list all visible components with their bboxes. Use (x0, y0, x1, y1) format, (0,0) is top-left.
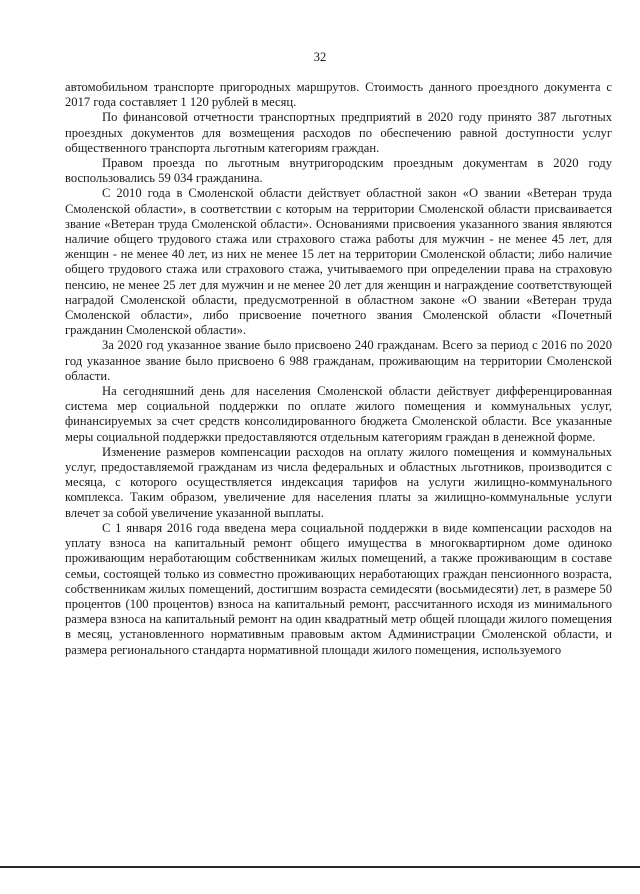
paragraph-financial-reporting: По финансовой отчетности транспортных предприятий в 2020 году принято 387 льготных проездных документов для возмещения расходов по обеспечению равной доступности услуг общественного транспорта льготным категориям граждан. (65, 110, 612, 155)
paragraph-continuation-transport: автомобильном транспорте пригородных маршрутов. Стоимость данного проездного документа с 2017 года составляет 1 120 рублей в месяц. (65, 80, 612, 110)
page-number: 32 (313, 50, 327, 64)
document-body (65, 80, 612, 658)
paragraph-compensation-changes: Изменение размеров компенсации расходов на оплату жилого помещения и коммунальных услуг, предоставляемой гражданам из числа федеральных и областных льготников, производится с месяца, с которого осуществляется индексация тарифов на услуги жилищно-коммунального комплекса. Таким образом, увеличение для населения платы за жилищно-коммунальные услуги влечет за собой увеличение указанной выплаты. (65, 444, 612, 520)
paragraph-veteran-statistics: За 2020 год указанное звание было присвоено 240 гражданам. Всего за период с 2016 по 2020 год указанное звание было присвоено 6 988 гражданам, проживающим на территории Смоленской области. (65, 338, 612, 383)
paragraph-capital-repair-compensation: С 1 января 2016 года введена мера социальной поддержки в виде компенсации расходов на уплату взноса на капитальный ремонт общего имущества в многоквартирном доме одиноко проживающим неработающим собственникам жилых помещений, а также проживающим в составе семьи, состоящей только из совместно проживающих неработающих граждан пенсионного возраста, собственникам жилых помещений, достигшим возраста семидесяти (восьмидесяти) лет, в размере 50 процентов (100 процентов) взноса на капитальный ремонт, рассчитанного исходя из минимального размера взноса на капитальный ремонт на один квадратный метр общей площади жилого помещения в месяц, установленного нормативным правовым актом Администрации Смоленской области, и размера регионального стандарта нормативной площади жилого помещения, используемого (65, 520, 612, 657)
paragraph-housing-support-system: На сегодняшний день для населения Смоленской области действует дифференцированная система мер социальной поддержки по оплате жилого помещения и коммунальных услуг, финансируемых за счет средств консолидированного бюджета Смоленской области. Все указанные меры социальной поддержки предоставляются отдельным категориям граждан в денежной форме. (65, 384, 612, 444)
bottom-border-line (0, 866, 640, 868)
paragraph-veteran-law: С 2010 года в Смоленской области действует областной закон «О звании «Ветеран труда Смоленской области», в соответствии с которым на территории Смоленской области присваивается звание «Ветеран труда Смоленской области». Основаниями присвоения указанного звания являются наличие общего трудового стажа или страхового стажа работы для мужчин - не менее 45 лет, для женщин - не менее 40 лет, из них не менее 15 лет на территории Смоленской области; либо наличие общего трудового стажа или страхового стажа, учитываемого при определении права на страховую пенсию, не менее 25 лет для мужчин и не менее 20 лет для женщин и награждение соответствующей наградой Смоленской области, предусмотренной в областном законе «О звании «Ветеран труда Смоленской области», либо присвоение почетного звания Смоленской области «Почетный гражданин Смоленской области». (65, 186, 612, 338)
paragraph-city-travel-passes: Правом проезда по льготным внутригородским проездным документам в 2020 году воспользовались 59 034 гражданина. (65, 156, 612, 186)
